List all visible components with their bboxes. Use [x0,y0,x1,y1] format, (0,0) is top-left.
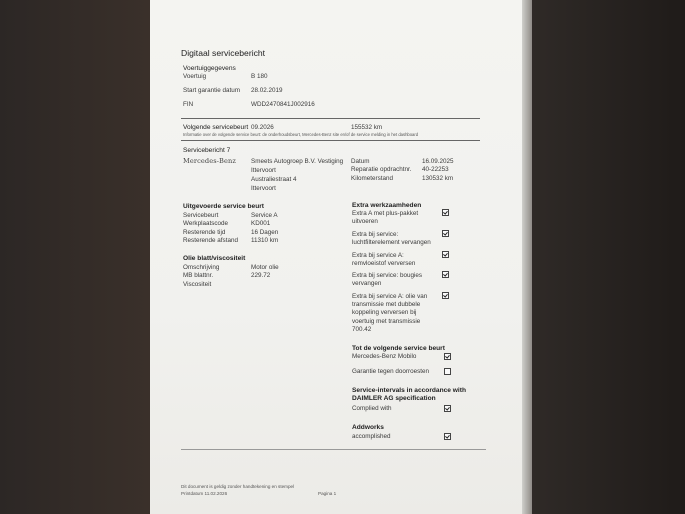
repair-order-value: 40-22253 [422,166,449,173]
vehicle-label: Voertuig [183,73,207,80]
mobilo-label: Mercedes-Benz Mobilo [352,353,417,360]
complied-with-label: Complied with [352,405,392,412]
dealer-line-3: Australiestraat 4 [251,176,297,183]
next-service-note: Informatie over de volgende service beurt: de onderhoudsbeurt, Mercedes-Benz site en/of de service melding in het dashboard [183,132,419,137]
extra-item-1-checkbox [442,209,449,216]
dealer-line-1: Smeets Autogroep B.V. Vestiging [251,158,344,165]
extra-item-2-line-2: luchtfilterelement vervangen [352,239,431,246]
intervals-heading-line-2: DAIMLER AG specification [352,395,436,402]
warranty-start-value: 28.02.2019 [251,87,283,94]
next-service-date: 09.2026 [251,124,274,131]
dealer-line-2: Ittervoort [251,167,276,174]
page-number: Pagina 1 [318,491,337,496]
rust-warranty-checkbox [444,368,451,375]
extra-item-4-checkbox [442,271,449,278]
mobilo-checkbox [444,353,451,360]
oil-sheet-value: 229.72 [251,272,271,279]
print-date: Printdatum 11.02.2026 [181,491,228,496]
mercedes-benz-logo: Mercedes-Benz [183,157,236,165]
remaining-distance-label: Resterende afstand [183,237,238,244]
extra-item-5-line-3: koppeling verversen bij [352,309,417,316]
remaining-time-value: 16 Dagen [251,229,279,236]
extra-item-3-line-1: Extra bij service A: [352,252,404,259]
service-document [150,0,522,514]
workshop-code-value: KD001 [251,220,271,227]
dealer-line-4: Ittervoort [251,185,276,192]
accomplished-checkbox [444,433,451,440]
addworks-heading: Addworks [352,424,384,431]
validity-note: Dit document is geldig zonder handtekening en stempel [181,484,295,489]
date-label: Datum [351,158,370,165]
extra-item-4-line-1: Extra bij service: bougies [352,272,422,279]
extra-item-5-line-2: transmissie met dubbele [352,301,421,308]
divider [181,140,480,141]
background-right [532,0,685,514]
extra-work-heading: Extra werkzaamheden [352,202,422,209]
mileage-label: Kilometerstand [351,175,393,182]
oil-description-label: Omschrijving [183,264,220,271]
intervals-heading-line-1: Service-intervals in accordance with [352,387,466,394]
extra-item-2-line-1: Extra bij service: [352,231,399,238]
service-value: Service A [251,212,278,219]
mileage-value: 130532 km [422,175,454,182]
complied-with-checkbox [444,405,451,412]
until-next-heading: Tot de volgende service beurt [352,345,445,352]
vehicle-value: B 180 [251,73,268,80]
background-left [0,0,150,514]
footer-divider [181,449,486,450]
remaining-distance-value: 11310 km [251,237,279,244]
viscosity-label: Viscositeit [183,281,212,288]
next-service-label: Volgende servicebeurt [183,124,249,131]
extra-item-2-checkbox [442,230,449,237]
vehicle-heading: Voertuiggegevens [183,65,236,72]
date-value: 16.09.2025 [422,158,454,165]
extra-item-5-checkbox [442,292,449,299]
remaining-time-label: Resterende tijd [183,229,226,236]
extra-item-3-line-2: remvloeistof verversen [352,260,416,267]
extra-item-5-line-4: voertuig met transmissie [352,318,421,325]
next-service-km: 155532 km [351,124,383,131]
performed-heading: Uitgevoerde service beurt [183,203,264,210]
oil-sheet-label: MB blattnr. [183,272,214,279]
oil-heading: Olie blatt/viscositeit [183,255,246,262]
document-title: Digitaal servicebericht [181,48,266,58]
repair-order-label: Reparatie opdrachtnr. [351,166,412,173]
accomplished-label: accomplished [352,433,391,440]
report-heading: Servicebericht 7 [183,147,231,154]
extra-item-3-checkbox [442,251,449,258]
fin-value: WDD2470841J002916 [251,101,315,108]
rust-warranty-label: Garantie tegen doorroesten [352,368,430,375]
service-label: Servicebeurt [183,212,219,219]
oil-description-value: Motor olie [251,264,279,271]
warranty-start-label: Start garantie datum [183,87,241,94]
extra-item-5-line-5: 700.42 [352,326,372,333]
extra-item-1-line-1: Extra A met plus-pakket [352,210,419,217]
extra-item-5-line-1: Extra bij service A: olie van [352,293,428,300]
divider [181,118,480,119]
extra-item-1-line-2: uitvoeren [352,218,378,225]
workshop-code-label: Werkplaatscode [183,220,229,227]
fin-label: FIN [183,101,194,108]
page-edge [522,0,532,514]
extra-item-4-line-2: vervangen [352,280,382,287]
